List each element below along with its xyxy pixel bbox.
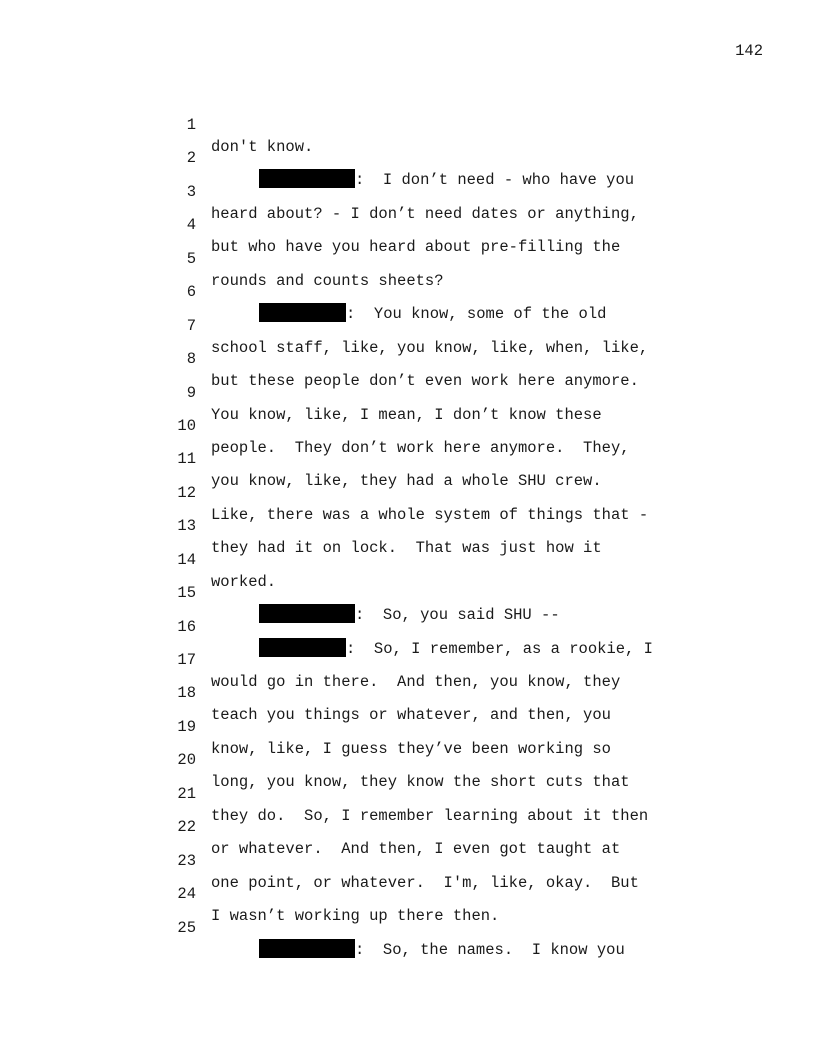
- line-text: but these people don’t even work here anymore.: [211, 372, 639, 391]
- transcript-line: [0, 159, 816, 223]
- transcript-line: [0, 360, 816, 424]
- transcript-line: [0, 125, 816, 190]
- transcript-line: [0, 527, 816, 591]
- line-number: 3: [186, 182, 196, 201]
- line-text: : You know, some of the old: [346, 305, 607, 324]
- transcript-line: [0, 259, 816, 324]
- line-text: they had it on lock. That was just how it: [211, 539, 602, 558]
- line-text: You know, like, I mean, I don’t know these: [211, 405, 602, 424]
- transcript-line: [0, 192, 816, 257]
- line-number: 22: [177, 818, 196, 837]
- line-number: 8: [186, 350, 196, 369]
- line-text: : So, the names. I know you: [355, 940, 625, 959]
- line-number: 4: [186, 216, 196, 235]
- line-number: 12: [177, 483, 196, 502]
- line-number: 7: [186, 316, 196, 335]
- line-text: don't know.: [211, 138, 314, 156]
- transcript-line: [0, 895, 816, 959]
- line-text: one point, or whatever. I'm, like, okay. But: [211, 873, 639, 892]
- line-text: would go in there. And then, you know, they: [211, 673, 621, 691]
- line-number: 24: [177, 885, 196, 904]
- transcript-line: [0, 393, 816, 457]
- line-text: : I don’t need - who have you: [355, 171, 635, 190]
- line-text: they do. So, I remember learning about it then: [211, 806, 649, 825]
- transcript-body: [0, 92, 816, 959]
- transcript-line: [0, 560, 816, 625]
- line-number: 20: [177, 751, 196, 770]
- transcript-line: [0, 460, 816, 524]
- line-number: 18: [177, 684, 196, 703]
- line-text: but who have you heard about pre-filling the: [211, 238, 621, 257]
- line-text: teach you things or whatever, and then, you: [211, 706, 611, 725]
- line-number: 1: [186, 116, 196, 134]
- line-number: 10: [177, 416, 196, 435]
- page-number: 142: [735, 42, 763, 60]
- line-number: 25: [177, 918, 196, 937]
- transcript-line: [0, 594, 816, 658]
- transcript-line: [0, 426, 816, 491]
- line-text: : So, I remember, as a rookie, I: [346, 639, 653, 658]
- transcript-line: [0, 293, 816, 357]
- line-text: know, like, I guess they’ve been working so: [211, 739, 611, 758]
- transcript-line: [0, 660, 816, 725]
- line-text: school staff, like, you know, like, when, like,: [211, 338, 649, 357]
- line-number: 13: [177, 517, 196, 536]
- transcript-line: [0, 828, 816, 892]
- transcript-line: [0, 861, 816, 926]
- transcript-line: [0, 493, 816, 558]
- line-text: : So, you said SHU --: [355, 606, 560, 625]
- transcript-line: [0, 727, 816, 792]
- line-number: 16: [177, 617, 196, 636]
- redacted-speaker-name: [259, 939, 355, 958]
- line-text: worked.: [211, 572, 277, 591]
- line-text: Like, there was a whole system of things that -: [211, 505, 649, 524]
- transcript-line: [0, 92, 816, 156]
- line-number: 19: [177, 717, 196, 736]
- transcript-line: [0, 326, 816, 391]
- line-text: long, you know, they know the short cuts that: [211, 773, 630, 792]
- line-number: 23: [177, 851, 196, 870]
- line-number: 11: [177, 450, 196, 469]
- line-number: 14: [177, 550, 196, 569]
- line-number: 2: [186, 149, 196, 168]
- transcript-line: [0, 794, 816, 859]
- transcript-line: [0, 761, 816, 825]
- line-text: heard about? - I don’t need dates or anything,: [211, 204, 639, 223]
- line-number: 5: [186, 249, 196, 268]
- line-text: people. They don’t work here anymore. They,: [211, 438, 630, 457]
- transcript-line: [0, 694, 816, 758]
- line-text: or whatever. And then, I even got taught at: [211, 840, 621, 859]
- line-number: 9: [186, 383, 196, 402]
- line-number: 15: [177, 584, 196, 603]
- line-text: rounds and counts sheets?: [211, 271, 444, 290]
- line-text: I wasn’t working up there then.: [211, 907, 500, 926]
- line-text: you know, like, they had a whole SHU crew.: [211, 472, 602, 491]
- line-number: 17: [177, 651, 196, 669]
- transcript-line: [0, 226, 816, 290]
- line-number: 6: [186, 283, 196, 302]
- speaker-line: [259, 939, 625, 961]
- line-number: 21: [177, 784, 196, 803]
- transcript-line: [0, 627, 816, 691]
